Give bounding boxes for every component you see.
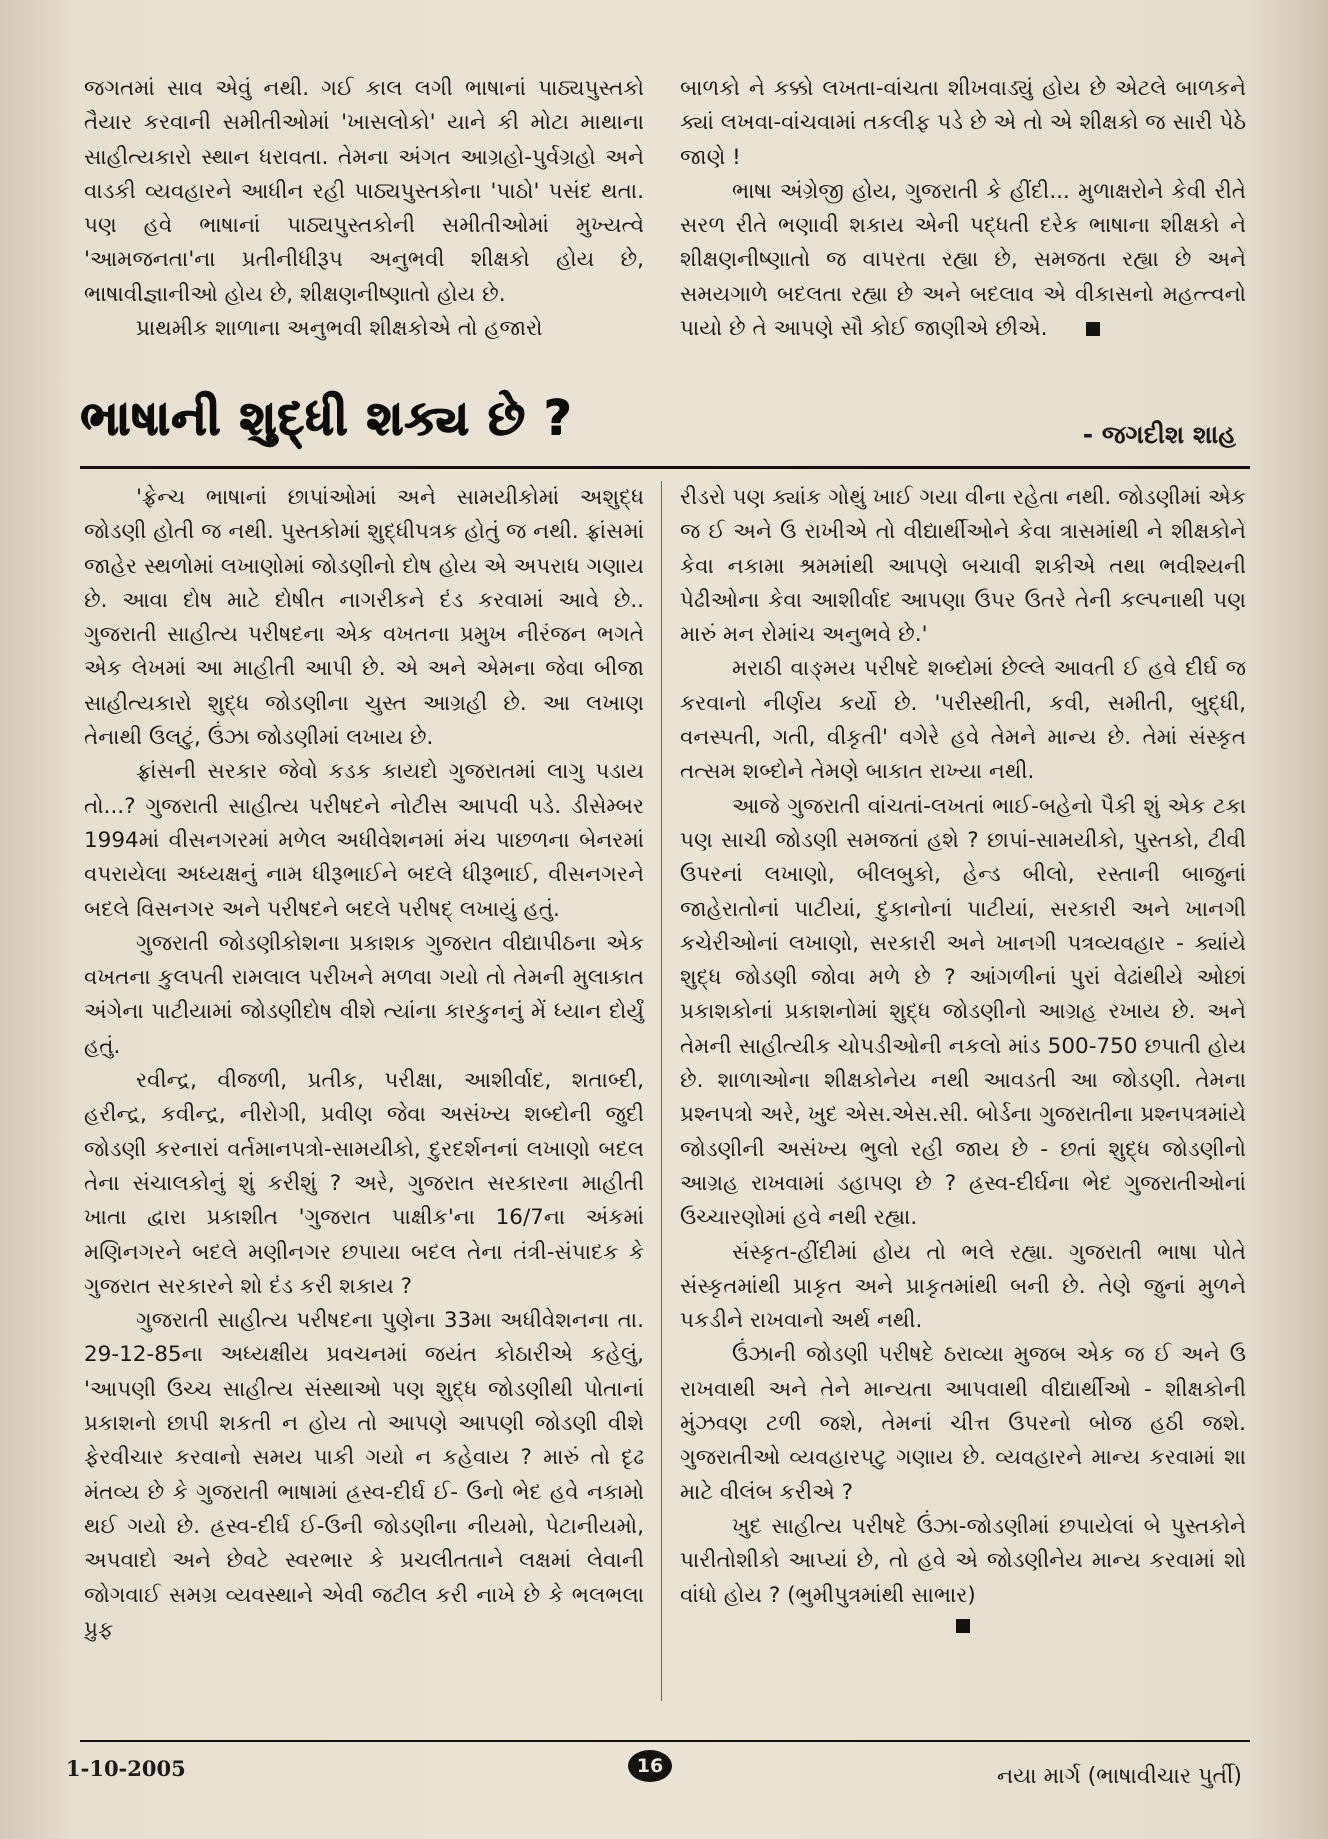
intro-right-column (680, 72, 1246, 346)
paragraph: ફ્રાંસની સરકાર જેવો કડક કાયદો ગુજરાતમાં લાગુ પડાય તો...? ગુજરાતી સાહીત્ય પરીષદને નોટીસ આપવી પડે. ડીસેમ્બર 1994માં વીસનગરમાં મળેલ અધીવેશનમાં મંચ પાછળના બેનરમાં વપરાયેલા અધ્યક્ષનું નામ ધીરૂભાઈને બદલે ધીરૂભાઈ, વીસનગરને બદલે વિસનગર અને પરીષદને બદલે પરીષદ્ લખાયું હતું. (84, 759, 644, 922)
end-of-article-square-icon (956, 1619, 970, 1633)
paragraph: પ્રાથમીક શાળાના અનુભવી શીક્ષકોએ તો હજારો (136, 316, 543, 342)
paragraph-text: ભાષા અંગ્રેજી હોય, ગુજરાતી કે હીંદી... મુળાક્ષરોને કેવી રીતે સરળ રીતે ભણાવી શકાય એની પદ્ધતી દરેક ભાષાના શીક્ષકો ને શીક્ષણનીષ્ણાતો જ વાપરતા રહ્યા છે, સમજતા રહ્યા છે અને સમયગાળે બદલતા રહ્યા છે અને બદલાવ એ વીકાસનો મહત્ત્વનો પાયો છે તે આપણે સૌ કોઈ જાણીએ છીએ. (680, 178, 1246, 342)
intro-left-column (84, 72, 644, 346)
footer-divider (80, 1740, 1250, 1742)
page-number: 16 (628, 1750, 672, 1782)
column-divider (661, 481, 662, 1701)
paragraph: આજે ગુજરાતી વાંચતાં-લખતાં ભાઈ-બહેનો પૈકી શું એક ટકા પણ સાચી જોડણી સમજતાં હશે ? છાપાં-સામયીકો, પુસ્તકો, ટીવી ઉપરનાં લખાણો, બીલબુકો, હેન્ડ બીલો, રસ્તાની બાજુનાં જાહેરાતોનાં પાટીયાં, દુકાનોનાં પાટીયાં, સરકારી અને ખાનગી કચેરીઓનાં લખાણો, સરકારી અને ખાનગી પત્રવ્યવહાર - ક્યાંયે શુદ્ધ જોડણી જોવા મળે છે ? આંગળીનાં પુરાં વેઢાંથીયે ઓછાં પ્રકાશકોનાં પ્રકાશનોમાં શુદ્ધ જોડણીનો આગ્રહ રખાય છે. અને તેમની સાહીત્યીક ચોપડીઓની નકલો માંડ 500-750 છપાતી હોય છે. શાળાઓના શીક્ષકોનેય નથી આવડતી આ જોડણી. તેમના પ્રશ્નપત્રો અરે, ખુદ એસ.એસ.સી. બોર્ડના ગુજરાતીના પ્રશ્નપત્રમાંયે જોડણીની અસંખ્ય ભુલો રહી જાય છે - છતાં શુદ્ધ જોડણીનો આગ્રહ રાખવામાં ડહાપણ છે ? હ્રસ્વ-દીર્ઘના ભેદ ગુજરાતીઓનાં ઉચ્ચારણોમાં હવે નથી રહ્યા. (680, 793, 1246, 1231)
paragraph: મરાઠી વાઙ્મય પરીષદે શબ્દોમાં છેલ્લે આવતી ઈ હવે દીર્ઘ જ કરવાનો નીર્ણય કર્યો છે. 'પરીસ્થીતી, કવી, સમીતી, બુદ્ધી, વનસ્પતી, ગતી, વીકૃતી' વગેરે હવે તેમને માન્ય છે. તેમાં સંસ્કૃત તત્સમ શબ્દોને તેમણે બાકાત રાખ્યા નથી. (680, 656, 1246, 785)
paragraph: ગુજરાતી જોડણીકોશના પ્રકાશક ગુજરાત વીદ્યાપીઠના એક વખતના કુલપતી રામલાલ પરીખને મળવા ગયો તો તેમની મુલાકાત અંગેના પાટીયામાં જોડણીદોષ વીશે ત્યાંના કારકુનનું મેં ધ્યાન દોર્યું હતું. (84, 930, 644, 1059)
article-title: ભાષાની શુદ્ધી શક્ય છે ? (80, 390, 573, 446)
main-right-column (680, 481, 1246, 1633)
paragraph: બાળકો ને કક્કો લખતા-વાંચતા શીખવાડ્યું હોય છે એટલે બાળકને ક્યાં લખવા-વાંચવામાં તકલીફ પડે છે એ તો એ શીક્ષકો જ સારી પેઠે જાણે ! (680, 76, 1246, 170)
title-divider (80, 466, 1250, 469)
paragraph: સંસ્કૃત-હીંદીમાં હોય તો ભલે રહ્યા. ગુજરાતી ભાષા પોતે સંસ્કૃતમાંથી પ્રાકૃત અને પ્રાકૃતમાંથી બની છે. તેણે જુનાં મુળને પકડીને રાખવાનો અર્થ નથી. (680, 1239, 1246, 1334)
issue-date: 1-10-2005 (66, 1756, 186, 1781)
paragraph: ઉંઝાની જોડણી પરીષદે ઠરાવ્યા મુજબ એક જ ઈ અને ઉ રાખવાથી અને તેને માન્યતા આપવાથી વીદ્યાર્થીઓ - શીક્ષકોની મુંઝવણ ટળી જશે, તેમનાં ચીત્ત ઉપરનો બોજ હઠી જશે. ગુજરાતીઓ વ્યવહારપટુ ગણાય છે. વ્યવહારને માન્ય કરવામાં શા માટે વીલંબ કરીએ ? (680, 1342, 1246, 1505)
paragraph: ગુજરાતી સાહીત્ય પરીષદના પુણેના 33મા અધીવેશનના તા. 29-12-85ના અધ્યક્ષીય પ્રવચનમાં જયંત કોઠારીએ કહેલું, 'આપણી ઉચ્ચ સાહીત્ય સંસ્થાઓ પણ શુદ્ધ જોડણીથી પોતાનાં પ્રકાશનો છાપી શકતી ન હોય તો આપણે આપણી જોડણી વીશે ફેરવીચાર કરવાનો સમય પાકી ગયો ન કહેવાય ? મારું તો દૃઢ મંતવ્ય છે કે ગુજરાતી ભાષામાં હ્રસ્વ-દીર્ઘ ઈ- ઉનો ભેદ હવે નકામો થઈ ગયો છે. હ્રસ્વ-દીર્ઘ ઈ-ઉની જોડણીના નીયમો, પેટાનીયમો, અપવાદો અને છેવટે સ્વરભાર કે પ્રચલીતતાને લક્ષમાં લેવાની જોગવાઈ સમગ્ર વ્યવસ્થાને એવી જટીલ કરી નાખે છે કે ભલભલા પ્રુફ (84, 1308, 644, 1642)
publication-name: નયા માર્ગ (ભાષાવીચાર પુર્તી) (996, 1764, 1242, 1789)
article-author: - જગદીશ શાહ (1082, 420, 1236, 449)
paragraph (680, 175, 1246, 346)
paragraph-text: ખુદ સાહીત્ય પરીષદે ઉંઝા-જોડણીમાં છપાયેલાં બે પુસ્તકોને પારીતોશીકો આપ્યાં છે, તો હવે એ જોડણીનેય માન્ય કરવામાં શો વાંધો હોય ? (680, 1513, 1246, 1608)
source-credit: (ભુમીપુત્રમાંથી સાભાર) (787, 1582, 976, 1608)
paragraph: રીડરો પણ ક્યાંક ગોથું ખાઈ ગયા વીના રહેતા નથી. જોડણીમાં એક જ ઈ અને ઉ રાખીએ તો વીદ્યાર્થીઓને કેવા ત્રાસમાંથી ને શીક્ષકોને કેવા નકામા શ્રમમાંથી આપણે બચાવી શકીએ તથા ભવીશ્યની પેઢીઓના કેવા આશીર્વાદ આપણા ઉપર ઉતરે તેની કલ્પનાથી પણ મારું મન રોમાંચ અનુભવે છે.' (680, 485, 1246, 648)
end-of-article-square-icon (1086, 322, 1100, 336)
paragraph: 'ફ્રેન્ચ ભાષાનાં છાપાંઓમાં અને સામયીકોમાં અશુદ્ધ જોડણી હોતી જ નથી. પુસ્તકોમાં શુદ્ધીપત્રક હોતું જ નથી. ફ્રાંસમાં જાહેર સ્થળોમાં લખાણોમાં જોડણીનો દોષ હોય એ અપરાધ ગણાય છે. આવા દોષ માટે દોષીત નાગરીકને દંડ કરવામાં આવે છે.. ગુજરાતી સાહીત્ય પરીષદના એક વખતના પ્રમુખ નીરંજન ભગતે એક લેખમાં આ માહીતી આપી છે. એ અને એમના જેવા બીજા સાહીત્યકારો શુદ્ધ જોડણીના ચુસ્ત આગ્રહી છે. આ લખાણ તેનાથી ઉલટું, ઉંઝા જોડણીમાં લખાય છે. (84, 485, 644, 751)
paragraph (680, 1510, 1246, 1613)
main-left-column (84, 481, 644, 1647)
paragraph: રવીન્દ્ર, વીજળી, પ્રતીક, પરીક્ષા, આશીર્વાદ, શતાબ્દી, હરીન્દ્ર, કવીન્દ્ર, નીરોગી, પ્રવીણ જેવા અસંખ્ય શબ્દોની જુદી જોડણી કરનારાં વર્તમાનપત્રો-સામયીકો, દુરદર્શનનાં લખાણો બદલ તેના સંચાલકોનું શું કરીશું ? અરે, ગુજરાત સરકારના માહીતી ખાતા દ્વારા પ્રકાશીત 'ગુજરાત પાક્ષીક'ના 16/7ના અંકમાં મણિનગરને બદલે મણીનગર છપાયા બદલ તેના તંત્રી-સંપાદક કે ગુજરાત સરકારને શો દંડ કરી શકાય ? (84, 1068, 644, 1299)
paragraph: જગતમાં સાવ એવું નથી. ગઈ કાલ લગી ભાષાનાં પાઠ્યપુસ્તકો તૈયાર કરવાની સમીતીઓમાં 'ખાસલોકો' યાને કી મોટા માથાના સાહીત્યકારો સ્થાન ધરાવતા. તેમના અંગત આગ્રહો-પુર્વગ્રહો અને વાડકી વ્યવહારને આધીન રહી પાઠ્યપુસ્તકોના 'પાઠો' પસંદ થતા. પણ હવે ભાષાનાં પાઠ્યપુસ્તકોની સમીતીઓમાં મુખ્યત્વે 'આમજનતા'ના પ્રતીનીધીરૂપ અનુભવી શીક્ષકો હોય છે, ભાષાવીજ્ઞાનીઓ હોય છે, શીક્ષણનીષ્ણાતો હોય છે. (84, 76, 644, 307)
